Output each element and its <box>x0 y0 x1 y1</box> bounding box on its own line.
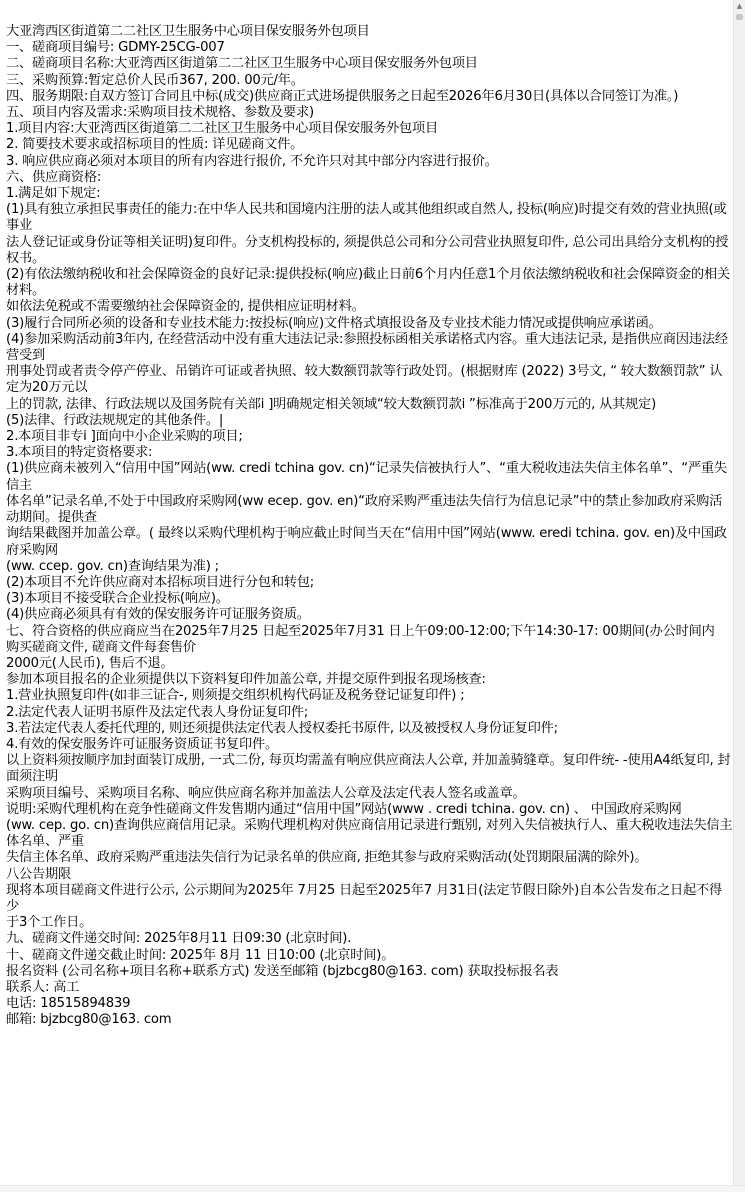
text-line: 法人登记证或身份证等相关证明)复印件。分支机构投标的, 须提供总公司和分公司营业执照复印件, 总公司出具给分支机构的授权书。 <box>6 234 729 266</box>
text-line: 4.有效的保安服务许可证服务资质证书复印件。 <box>6 736 278 752</box>
scroll-up-arrow-icon[interactable]: ▲ <box>736 2 743 10</box>
vertical-scrollbar[interactable] <box>733 0 745 1192</box>
text-line: (1)供应商未被列入“信用中国”网站(ww. credi tchina gov. cn)“记录失信被执行人”、“重大税收违法失信主体名单”、“严重失信主 <box>6 461 727 493</box>
text-line: (3)本项目不接受联合企业投标(响应)。 <box>6 591 229 607</box>
section-6-heading: 六、供应商资格: <box>6 169 102 185</box>
text-line: (ww. cep. go. cn)查询供应商信用记录。采购代理机构对供应商信用记录进行甄别, 对列入失信被执行人、重大税收违法失信主体名单、严重 <box>6 817 733 850</box>
text-line: 1.营业执照复印件(如非三证合-, 则须提交组织机构代码证及税务登记证复印件) ; <box>6 688 465 704</box>
text-line: 采购项目编号、采购项目名称、响应供应商名称并加盖法人公章及法定代表人签名或盖章。 <box>6 785 526 801</box>
text-line: 刑事处罚或者责令停产停业、吊销许可证或者执照、较大数额罚款等行政处罚。(根据财库 (2022) 3号文, “ 较大数额罚款” 认定为20万元以 <box>6 364 723 396</box>
text-line: (4)参加采购活动前3年内, 在经营活动中没有重大违法记录:参照投标函相关承诺格式内容。重大违法记录, 是指供应商因违法经营受到 <box>6 331 728 364</box>
submission-time: 九、磋商文件递交时间: 2025年8月11 日09:30 (北京时间). <box>6 931 352 947</box>
submission-deadline: 十、磋商文件递交截止时间: 2025年 8月 11 日10:00 (北京时间)。 <box>6 947 395 963</box>
announcement-text <box>6 24 733 1029</box>
text-line: (5)法律、行政法规规定的其他条件。| <box>6 412 224 428</box>
text-line: 2000元(人民币), 售后不退。 <box>6 655 174 671</box>
text-line: 现将本项目磋商文件进行公示, 公示期间为2025年 7月25 日起至2025年7 月31日(法定节假日除外)自本公告发布之日起不得少 <box>6 882 722 914</box>
text-line: (2)本项目不允许供应商对本招标项目进行分包和转包; <box>6 574 315 590</box>
text-line: (2)有依法缴纳税收和社会保障资金的良好记录:提供投标(响应)截止日前6个月内任意1个月依法缴纳税收和社会保障资金的相关材料。 <box>6 267 730 299</box>
contact-email: 邮箱: bjzbcg80@163. com <box>6 1012 172 1028</box>
text-line: 3. 响应供应商必须对本项目的所有内容进行报价, 不允许只对其中部分内容进行报价。 <box>6 153 498 169</box>
text-line: 上的罚款, 法律、行政法规以及国务院有关部i ]明确规定相关领域“较大数额罚款i ”标准高于200万元的, 从其规定) <box>6 396 657 412</box>
text-line: 2. 简要技术要求或招标项目的性质: 详见磋商文件。 <box>6 137 304 153</box>
text-line: 参加本项目报名的企业须提供以下资料复印件加盖公章, 并提交原件到报名现场核查: <box>6 672 486 688</box>
text-line: 说明:采购代理机构在竞争性磋商文件发售期内通过“信用中国”网站(www . credi tchina. gov. cn) 、 中国政府采购网 <box>6 801 682 817</box>
doc-title: 大亚湾西区街道第二二社区卫生服务中心项目保安服务外包项目 <box>6 24 370 39</box>
text-line: 询结果截图并加盖公章。( 最终以采购代理机构于响应截止时间当天在“信用中国”网站(www. eredi tchina. gov. en)及中国政府采购网 <box>6 526 727 558</box>
section-5-heading: 五、项目内容及需求:采购项目技术规格、参数及要求) <box>6 105 314 121</box>
procurement-budget: 三、采购预算:暂定总价人民币367, 200. 00元/年。 <box>6 72 304 88</box>
contact-phone: 电话: 18515894839 <box>6 996 131 1012</box>
text-line: (1)具有独立承担民事责任的能力:在中华人民共和国境内注册的法人或其他组织或自然人, 投标(响应)时提交有效的营业执照(或事业 <box>6 202 727 234</box>
text-line: 2.本项目非专i ]面向中小企业采购的项目; <box>6 429 243 445</box>
text-line: 购买磋商文件, 磋商文件每套售价 <box>6 639 196 655</box>
section-7-heading: 七、符合资格的供应商应当在2025年7月25 日起至2025年7月31 日上午09:00-12:00;下午14:30-17: 00期间(办公时间内 <box>6 623 715 639</box>
text-line: 失信主体名单、政府采购严重违法失信行为记录名单的供应商, 拒绝其参与政府采购活动(处罚期限届满的除外)。 <box>6 850 648 866</box>
service-period: 四、服务期限:自双方签订合同且中标(成交)供应商正式进场提供服务之日起至2026年6月30日(具体以合同签订为准。) <box>6 88 679 104</box>
text-line: 体名单”记录名单,不处于中国政府采购网(ww ecep. gov. en)“政府采购严重违法失信行为信息记录”中的禁止参加政府采购活动期间。提供查 <box>6 493 723 526</box>
section-8-heading: 八公告期限 <box>6 866 71 882</box>
text-line: 如依法免税或不需要缴纳社会保障资金的, 提供相应证明材料。 <box>6 299 365 315</box>
text-line: 以上资料须按顺序加封面装订成册, 一式二份, 每页均需盖有响应供应商法人公章, 并加盖骑缝章。复印件统- -使用A4纸复印, 封面须注明 <box>6 753 731 785</box>
text-line: 2.法定代表人证明书原件及法定代表人身份证复印件; <box>6 704 309 720</box>
registration-info: 报名资料 (公司名称+项目名称+联系方式) 发送至邮箱 (bjzbcg80@163. com) 获取投标报名表 <box>6 963 559 979</box>
text-line: (4)供应商必须具有有效的保安服务许可证服务资质。 <box>6 607 310 623</box>
text-line: 3.本项目的特定资格要求: <box>6 445 153 461</box>
text-line: 1.满足如下规定: <box>6 186 101 202</box>
bottom-edge <box>0 1185 745 1192</box>
contact-person: 联系人: 高工 <box>6 979 80 995</box>
project-number: 一、磋商项目编号: GDMY-25CG-007 <box>6 40 225 56</box>
text-line: (3)履行合同所必须的设备和专业技术能力:按投标(响应)文件格式填报设备及专业技术能力情况或提供响应承诺函。 <box>6 315 662 331</box>
text-line: 1.项目内容:大亚湾西区街道第二二社区卫生服务中心项目保安服务外包项目 <box>6 121 439 137</box>
scrollbar-thumb[interactable] <box>736 14 743 20</box>
text-line: (ww. ccep. gov. cn)查询结果为准) ; <box>6 558 219 574</box>
text-line: 3.若法定代表人委托代理的, 则还须提供法定代表人授权委托书原件, 以及被授权人身份证复印件; <box>6 720 558 736</box>
project-name: 二、磋商项目名称:大亚湾西区街道第二二社区卫生服务中心项目保安服务外包项目 <box>6 56 478 72</box>
text-line: 于3个工作日。 <box>6 915 93 931</box>
